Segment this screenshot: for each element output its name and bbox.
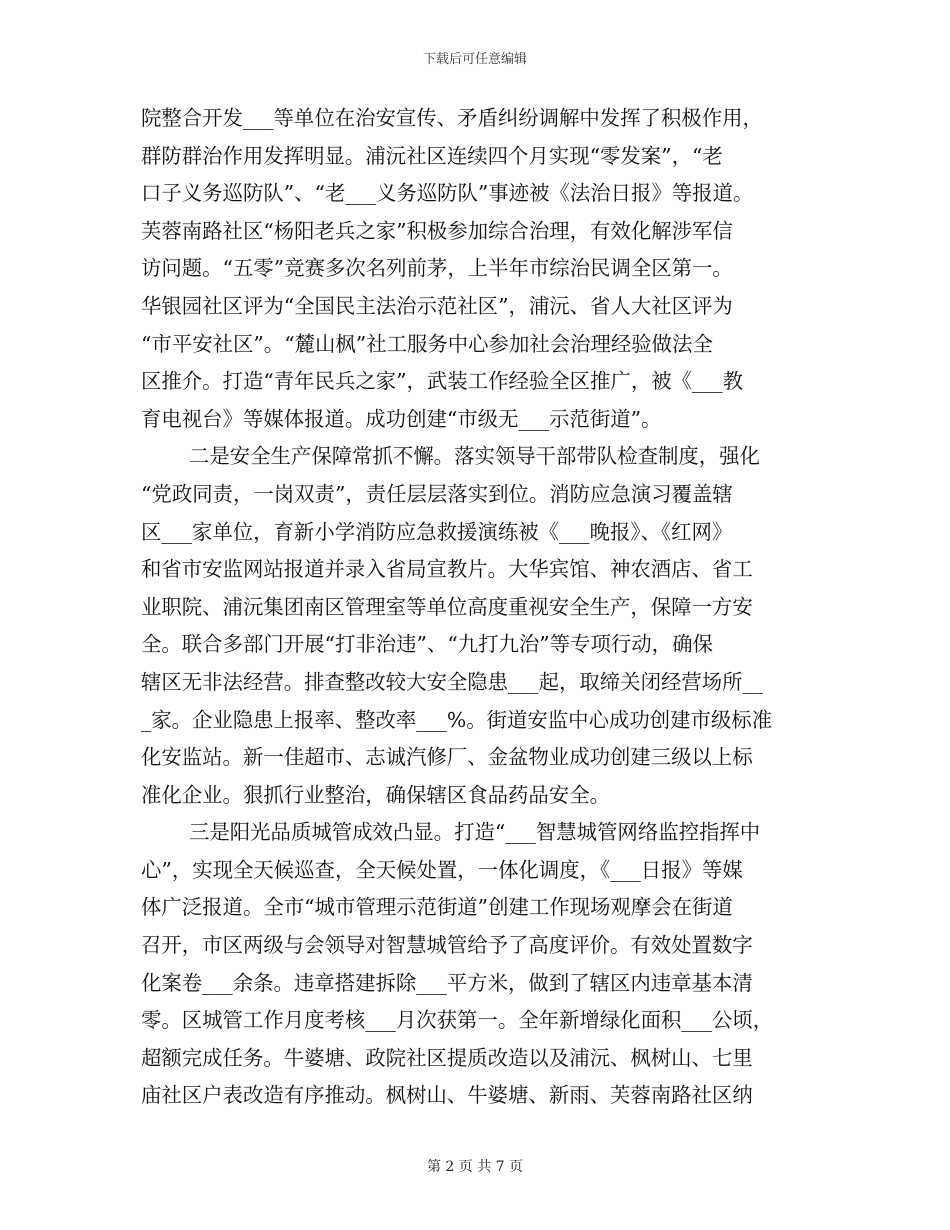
text-line: 庙社区户表改造有序推动。枫树山、牛婆塘、新雨、芙蓉南路社区纳 bbox=[141, 1083, 753, 1108]
paragraph bbox=[141, 100, 817, 438]
paragraph bbox=[141, 814, 817, 1115]
text-line: 群防群治作用发挥明显。浦沅社区连续四个月实现“零发案”，“老 bbox=[141, 143, 723, 168]
text-line: 零。区城管工作月度考核___月次获第一。全年新增绿化面积___公顷， bbox=[141, 1008, 774, 1033]
document-body bbox=[141, 100, 817, 1115]
text-line: 超额完成任务。牛婆塘、政院社区提质改造以及浦沅、枫树山、七里 bbox=[141, 1045, 753, 1070]
text-line: 访问题。“五零”竞赛多次名列前茅，上半年市综治民调全区第一。 bbox=[141, 256, 733, 281]
text-line: 芙蓉南路社区“杨阳老兵之家”积极参加综合治理，有效化解涉军信 bbox=[141, 218, 733, 243]
text-line: 区___家单位，育新小学消防应急救援演练被《___晚报》、《红网》 bbox=[141, 519, 733, 544]
text-line: 院整合开发___等单位在治安宣传、矛盾纠纷调解中发挥了积极作用， bbox=[141, 106, 763, 130]
paragraph bbox=[141, 438, 817, 814]
page-header: 下载后可任意编辑 bbox=[422, 52, 527, 67]
text-line: “党政同责，一岗双责”，责任层层落实到位。消防应急演习覆盖辖 bbox=[141, 481, 733, 506]
text-line: 业职院、浦沅集团南区管理室等单位高度重视安全生产，保障一方安 bbox=[141, 594, 753, 619]
text-line: 辖区无非法经营。排查整改较大安全隐患___起，取缔关闭经营场所__ bbox=[141, 669, 763, 694]
text-line: 三是阳光品质城管成效凸显。打造“___智慧城管网络监控指挥中 bbox=[189, 820, 761, 845]
text-line: 召开，市区两级与会领导对智慧城管给予了高度评价。有效处置数字 bbox=[141, 933, 753, 958]
text-line: 化案卷___余条。违章搭建拆除___平方米，做到了辖区内违章基本清 bbox=[141, 970, 753, 995]
text-line: 区推介。打造“青年民兵之家”，武装工作经验全区推广，被《___教 bbox=[141, 369, 743, 394]
text-line: 二是安全生产保障常抓不懈。落实领导干部带队检查制度，强化 bbox=[189, 444, 760, 469]
text-line: 育电视台》等媒体报道。成功创建“市级无___示范街道”。 bbox=[141, 406, 662, 431]
text-line: 全。联合多部门开展“打非治违”、“九打九治”等专项行动，确保 bbox=[141, 632, 713, 657]
text-line: 口子义务巡防队”、“老___义务巡防队”事迹被《法治日报》等报道。 bbox=[141, 181, 754, 206]
text-line: 华银园社区评为“全国民主法治示范社区”，浦沅、省人大社区评为 bbox=[141, 293, 733, 318]
text-line: 和省市安监网站报道并录入省局宣教片。大华宾馆、神农酒店、省工 bbox=[141, 557, 753, 582]
text-line: 准化企业。狠抓行业整治，确保辖区食品药品安全。 bbox=[141, 782, 610, 807]
page-number: 第 2 页 共 7 页 bbox=[426, 1159, 524, 1175]
text-line: _家。企业隐患上报率、整改率___%。街道安监中心成功创建市级标准 bbox=[141, 707, 773, 732]
text-line: “市平安社区”。“麓山枫”社工服务中心参加社会治理经验做法全 bbox=[141, 331, 713, 356]
text-line: 化安监站。新一佳超市、志诚汽修厂、金盆物业成功创建三级以上标 bbox=[141, 745, 753, 770]
text-line: 心”，实现全天候巡查，全天候处置，一体化调度，《___日报》等媒 bbox=[141, 857, 743, 882]
text-line: 体广泛报道。全市“城市管理示范街道”创建工作现场观摩会在街道 bbox=[141, 895, 733, 920]
